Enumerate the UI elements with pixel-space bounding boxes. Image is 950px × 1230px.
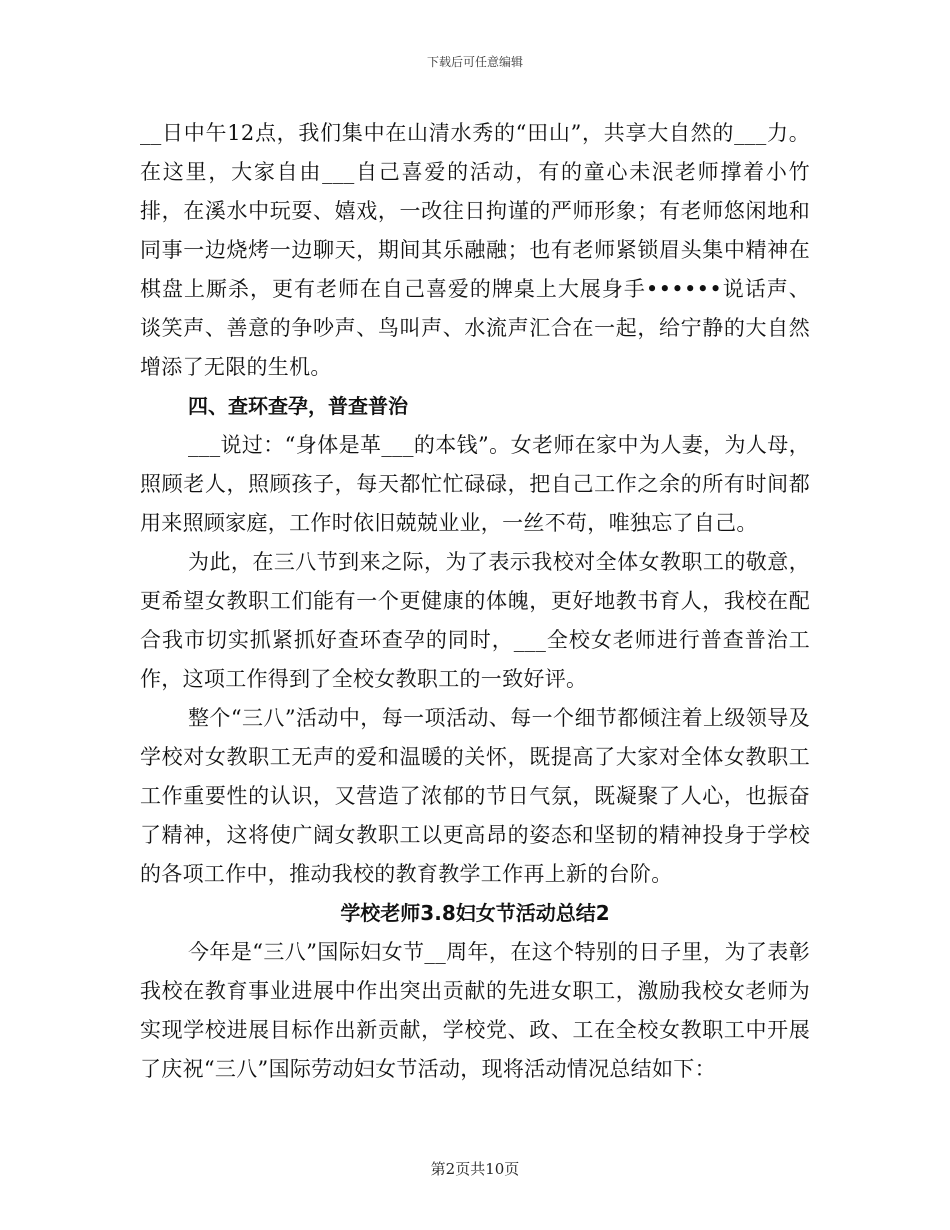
body-paragraph-continuation: __日中午12点，我们集中在山清水秀的“田山”，共享大自然的___力。在这里，大家自由___自己喜爱的活动，有的童心未泯老师撑着小竹排，在溪水中玩耍、嬉戏，一改往日拘谨的严师形象；有老师悠闲地和同事一边烧烤一边聊天，期间其乐融融；也有老师紧锁眉头集中精神在棋盘上厮杀，更有老师在自己喜爱的牌桌上大展身手••••••说话声、谈笑声、善意的争吵声、鸟叫声、水流声汇合在一起，给宁静的大自然增添了无限的生机。 [140, 121, 810, 379]
document-section-title: 学校老师3.8妇女节活动总结2 [340, 901, 610, 925]
body-paragraph-intro: 今年是“三八”国际妇女节__周年，在这个特别的日子里，为了表彰我校在教育事业进展中作出突出贡献的先进女职工，激励我校女老师为实现学校进展目标作出新贡献，学校党、政、工在全校女教职工中开展了庆祝“三八”国际劳动妇女节活动，现将活动情况总结如下： [140, 940, 810, 1081]
document-body [140, 114, 810, 1089]
body-paragraph-summary: 整个“三八”活动中，每一项活动、每一个细节都倾注着上级领导及学校对女教职工无声的爱和温暖的关怀，既提高了大家对全体女教职工工作重要性的认识，又营造了浓郁的节日气氛，既凝聚了人心，也振奋了精神，这将使广阔女教职工以更高昂的姿态和坚韧的精神投身于学校的各项工作中，推动我校的教育教学工作再上新的台阶。 [140, 706, 810, 886]
page-footer: 第2页共10页 [430, 1160, 520, 1178]
section-heading-checkup: 四、查环查孕，普查普治 [188, 394, 408, 418]
body-paragraph-health: ___说过：“身体是革___的本钱”。女老师在家中为人妻，为人母，照顾老人，照顾孩子，每天都忙忙碌碌，把自己工作之余的所有时间都用来照顾家庭，工作时依旧兢兢业业，一丝不苟，唯独忘了自己。 [140, 433, 810, 535]
page-header: 下载后可任意编辑 [426, 55, 523, 69]
body-paragraph-screening: 为此，在三八节到来之际，为了表示我校对全体女教职工的敬意，更希望女教职工们能有一个更健康的体魄，更好地教书育人，我校在配合我市切实抓紧抓好查环查孕的同时，___全校女老师进行普查普治工作，这项工作得到了全校女教职工的一致好评。 [140, 550, 810, 691]
